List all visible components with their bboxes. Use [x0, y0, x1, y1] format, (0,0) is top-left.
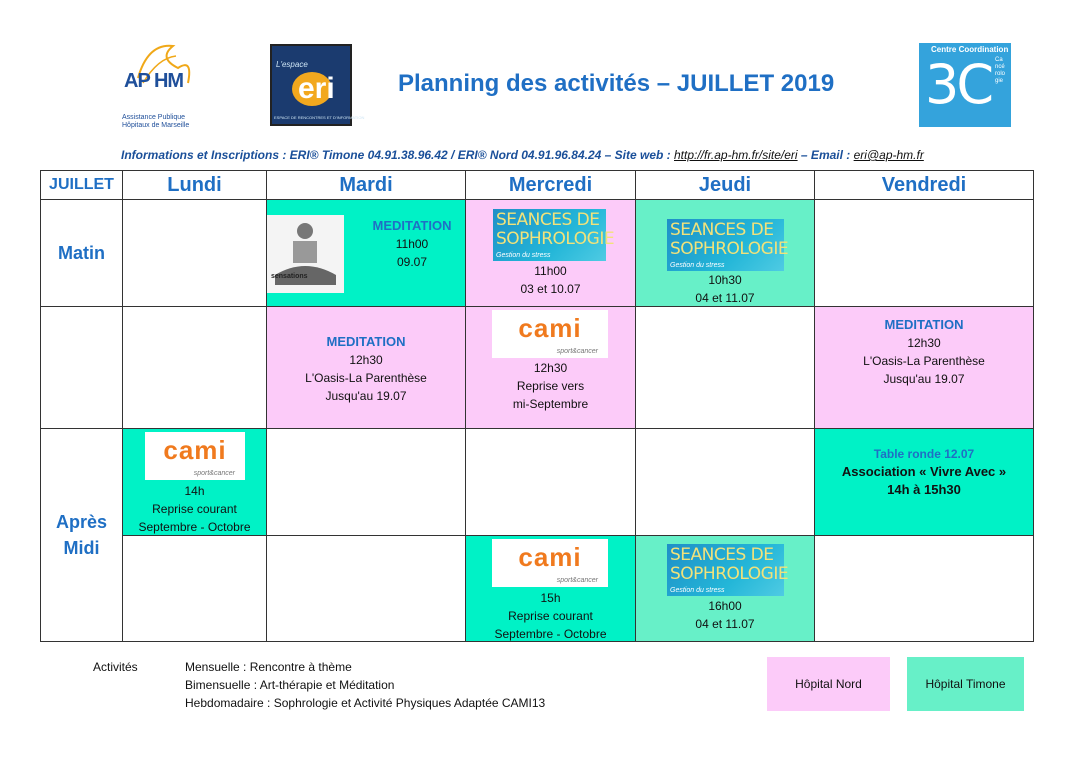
sophro-line1: SEANCES DE [670, 220, 774, 240]
footer-line-mensuelle: Mensuelle : Rencontre à thème [185, 660, 352, 674]
cell-mardi-matin [266, 199, 466, 307]
aphm-line1: Assistance Publique [122, 114, 186, 121]
fri-pm-line1: Association « Vivre Avec » [841, 464, 1007, 479]
eri-top-text: L'espace [276, 60, 308, 69]
day-header-lundi: Lundi [122, 170, 267, 200]
page-title: Planning des activités – JUILLET 2019 [398, 70, 835, 97]
cami-logo [492, 539, 608, 587]
3c-logo [919, 43, 1011, 127]
sophrologie-banner [667, 544, 789, 596]
cell-mercredi-apm1 [465, 428, 636, 536]
3c-side-text: Cancérologie [995, 57, 1006, 84]
tue-am-title: MEDITATION [372, 218, 452, 233]
tue-am-date: 09.07 [396, 255, 428, 269]
cami-name: cami [163, 435, 227, 465]
sophro-line3: Gestion du stress [670, 262, 725, 269]
day-header-mardi: Mardi [266, 170, 466, 200]
wed-am-time: 11h00 [534, 264, 567, 278]
sophro-line2: SOPHROLOGIE [496, 229, 615, 249]
fri-noon-place: L'Oasis-La Parenthèse [863, 354, 985, 368]
legend-timone-text: Hôpital Timone [925, 677, 1006, 691]
cell-mardi-apm2 [266, 535, 466, 642]
cell-lundi-apm2 [122, 535, 267, 642]
3c-top-text: Centre Coordination [931, 45, 1009, 54]
sophrologie-banner [667, 219, 789, 271]
meditation-image [267, 215, 344, 293]
cell-vendredi-midi [814, 306, 1034, 429]
cell-lundi-matin [122, 199, 267, 307]
cell-lundi-midi [122, 306, 267, 429]
eri-logo [270, 44, 365, 126]
corner-month: JUILLET [40, 170, 123, 200]
website-link[interactable]: http://fr.ap-hm.fr/site/eri [674, 148, 798, 162]
wed-noon-line2: mi-Septembre [512, 397, 589, 411]
footer-line-hebdomadaire: Hebdomadaire : Sophrologie et Activité Physiques Adaptée CAMI13 [185, 696, 546, 710]
matin-text: Matin [58, 243, 105, 263]
day-header-mercredi: Mercredi [465, 170, 636, 200]
cell-jeudi-matin [635, 199, 815, 307]
sophro-line3: Gestion du stress [670, 587, 725, 594]
apres-text: Après [55, 512, 108, 532]
info-line [121, 148, 1021, 162]
fri-noon-until: Jusqu'au 19.07 [883, 372, 965, 386]
thu-am-time: 10h30 [708, 273, 742, 287]
aphm-logo [118, 38, 208, 130]
eri-name: eri [298, 72, 335, 105]
mon-pm-line1: Reprise courant [152, 502, 237, 516]
tue-am-time: 11h00 [395, 237, 429, 251]
sophro-line1: SEANCES DE [670, 545, 774, 565]
cell-jeudi-midi [635, 306, 815, 429]
meditation-figure-icon [267, 215, 344, 293]
sophro-line3: Gestion du stress [496, 252, 551, 259]
cell-mardi-apm1 [266, 428, 466, 536]
fri-pm-title: Table ronde 12.07 [873, 447, 975, 461]
cell-mercredi-matin [465, 199, 636, 307]
footer-lines [185, 658, 545, 712]
mon-pm-line2: Septembre - Octobre [138, 520, 251, 534]
aphm-line2: Hôpitaux de Marseille [122, 122, 190, 129]
sophro-line2: SOPHROLOGIE [670, 564, 789, 584]
wed-am-date: 03 et 10.07 [520, 282, 581, 296]
day-header-jeudi: Jeudi [635, 170, 815, 200]
row-label-noon [40, 306, 123, 429]
wed-noon-line1: Reprise vers [516, 379, 585, 393]
cami-logo [492, 310, 608, 358]
cami-tag: sport&cancer [556, 348, 598, 355]
thu-pm2-date: 04 et 11.07 [695, 617, 755, 631]
meditation-image-text: sensations [271, 273, 308, 280]
legend-nord-text: Hôpital Nord [795, 677, 862, 691]
email-link[interactable]: eri@ap-hm.fr [853, 148, 924, 162]
sophrologie-banner [493, 209, 615, 261]
footer-label: Activités [93, 660, 138, 674]
cell-jeudi-apm1 [635, 428, 815, 536]
cami-tag: sport&cancer [556, 577, 598, 584]
fri-pm-line2: 14h à 15h30 [887, 482, 961, 497]
legend-hopital-timone [907, 657, 1024, 711]
cell-jeudi-apm2 [635, 535, 815, 642]
cami-tag: sport&cancer [193, 470, 235, 477]
cell-mercredi-apm2 [465, 535, 636, 642]
tue-noon-time: 12h30 [349, 353, 383, 367]
thu-pm2-time: 16h00 [708, 599, 742, 613]
legend-hopital-nord [767, 657, 890, 711]
tue-noon-until: Jusqu'au 19.07 [325, 389, 407, 403]
sophro-line2: SOPHROLOGIE [670, 239, 789, 259]
eri-caption: ESPACE DE RENCONTRES ET D'INFORMATION [274, 115, 365, 120]
cell-lundi-apm1 [122, 428, 267, 536]
cell-vendredi-matin [814, 199, 1034, 307]
tue-noon-title: MEDITATION [326, 334, 406, 349]
tue-noon-place: L'Oasis-La Parenthèse [305, 371, 427, 385]
wed-pm2-time: 15h [540, 591, 561, 605]
row-label-apres-midi [40, 428, 123, 642]
sophro-line1: SEANCES DE [496, 210, 600, 230]
fri-noon-title: MEDITATION [884, 317, 964, 332]
cell-vendredi-apm2 [814, 535, 1034, 642]
mon-pm-time: 14h [184, 484, 205, 498]
wed-noon-time: 12h30 [533, 361, 568, 375]
wed-pm2-line1: Reprise courant [508, 609, 593, 623]
cami-name: cami [518, 542, 582, 572]
wed-pm2-line2: Septembre - Octobre [494, 627, 607, 641]
aphm-abbr: AP HM [124, 70, 184, 92]
3c-big-text: 3C [925, 53, 992, 116]
row-label-matin [40, 199, 123, 307]
cami-logo [145, 432, 245, 480]
fri-noon-time: 12h30 [907, 336, 941, 350]
day-header-vendredi: Vendredi [814, 170, 1034, 200]
midi-text: Midi [63, 538, 100, 558]
thu-am-date: 04 et 11.07 [695, 291, 755, 305]
cell-mercredi-midi [465, 306, 636, 429]
cell-vendredi-apm1 [814, 428, 1034, 536]
cell-mardi-midi [266, 306, 466, 429]
info-prefix: Informations et Inscriptions : ERI® Timone 04.91.38.96.42 / ERI® Nord 04.91.96.84.24 – Site web : [121, 148, 674, 162]
info-mid: – Email : [797, 148, 854, 162]
footer-line-bimensuelle: Bimensuelle : Art-thérapie et Méditation [185, 678, 395, 692]
cami-name: cami [518, 313, 582, 343]
